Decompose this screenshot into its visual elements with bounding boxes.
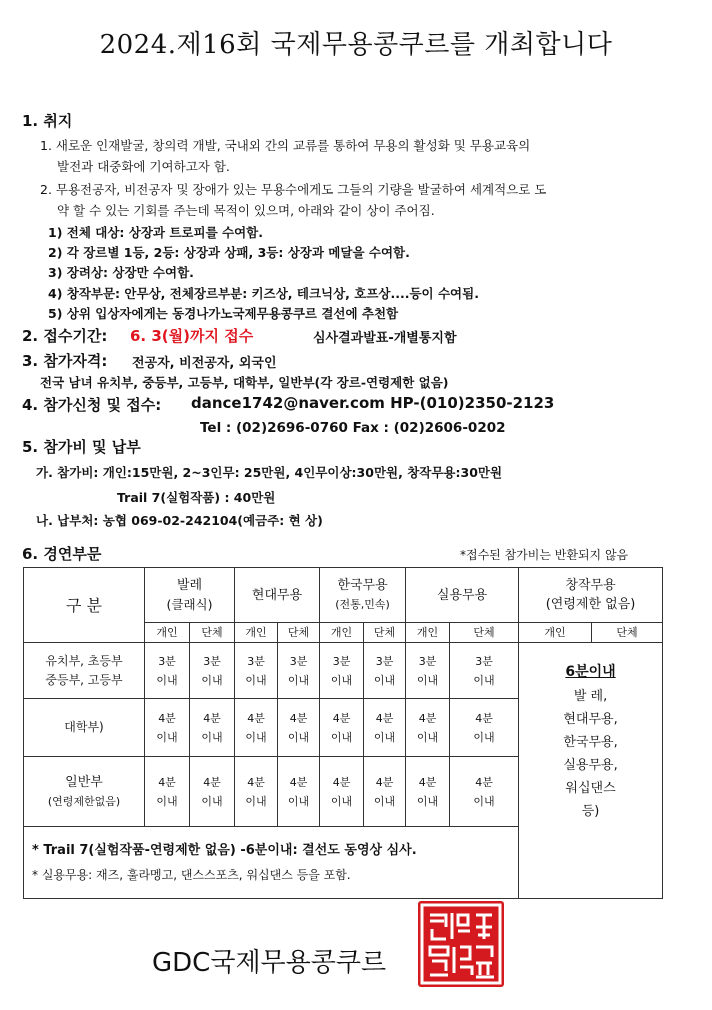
row-label: 대학부) xyxy=(24,699,145,757)
time-cell: 4분 이내 xyxy=(450,699,519,757)
time-cell: 4분 이내 xyxy=(145,757,190,827)
time-cell: 3분 이내 xyxy=(450,643,519,699)
purpose-paragraph-1a: 1. 새로운 인재발굴, 창의력 개발, 국내외 간의 교류를 통하여 무용의 활성화 및 무용교육의 xyxy=(40,138,531,153)
genre-header-creative: 창작무용 (연령제한 없음) xyxy=(519,568,663,623)
page-title: 2024.제16회 국제무용콩쿠르를 개최합니다 xyxy=(99,30,613,60)
time-cell: 3분 이내 xyxy=(190,643,235,699)
eligibility-detail: 전국 남녀 유치부, 중등부, 고등부, 대학부, 일반부(각 장르-연령제한 없음) xyxy=(40,375,449,390)
time-cell: 4분 이내 xyxy=(364,757,406,827)
time-cell: 3분 이내 xyxy=(364,643,406,699)
time-cell: 4분 이내 xyxy=(450,757,519,827)
sub-header-individual: 개인 xyxy=(406,623,450,643)
time-cell: 4분 이내 xyxy=(320,699,364,757)
time-cell: 4분 이내 xyxy=(278,699,320,757)
purpose-paragraph-2a: 2. 무용전공자, 비전공자 및 장애가 있는 무용수에게도 그들의 기량을 발굴하여 세계적으로 도 xyxy=(40,182,547,197)
genre-header-modern: 현대무용 xyxy=(235,568,320,623)
time-cell: 4분 이내 xyxy=(278,757,320,827)
section-3-heading: 3. 참가자격: xyxy=(22,352,108,370)
sub-header-individual: 개인 xyxy=(145,623,190,643)
contact-email-phone: dance1742@naver.com HP-(010)2350-2123 xyxy=(191,394,555,412)
table-notes xyxy=(24,827,519,899)
purpose-paragraph-2b: 약 할 수 있는 기회를 주는데 목적이 있으며, 아래와 같이 상이 주어짐. xyxy=(57,203,435,218)
genre-header-ballet: 발레 (클래식) xyxy=(145,568,235,623)
result-notice: 심사결과발표-개별통지함 xyxy=(313,331,457,346)
time-cell: 3분 이내 xyxy=(278,643,320,699)
eligibility: 전공자, 비전공자, 외국인 xyxy=(132,356,277,371)
time-cell: 4분 이내 xyxy=(406,699,450,757)
section-1-heading: 1. 취지 xyxy=(22,112,73,130)
time-cell: 3분 이내 xyxy=(320,643,364,699)
note-trail: * Trail 7(실험작품-연령제한 없음) -6분이내: 결선도 동영상 심사. xyxy=(32,842,417,858)
time-cell: 4분 이내 xyxy=(190,757,235,827)
sub-header-individual: 개인 xyxy=(320,623,364,643)
time-cell: 4분 이내 xyxy=(145,699,190,757)
time-cell: 3분 이내 xyxy=(145,643,190,699)
time-cell: 3분 이내 xyxy=(406,643,450,699)
time-cell: 4분 이내 xyxy=(235,699,278,757)
genre-header-practical: 실용무용 xyxy=(406,568,519,623)
competition-table xyxy=(23,567,663,899)
table-row xyxy=(24,643,663,699)
section-5-heading: 5. 참가비 및 납부 xyxy=(22,438,141,456)
genre-header-korean: 한국무용 (전통,민속) xyxy=(320,568,406,623)
purpose-paragraph-1b: 발전과 대중화에 기여하고자 함. xyxy=(57,159,230,174)
deadline: 6. 3(월)까지 접수 xyxy=(130,327,254,345)
creative-dance-cell: 6분이내 발 레, 현대무용, 한국무용, 실용무용, 워십댄스 등) xyxy=(519,643,663,899)
sub-header-group: 단체 xyxy=(278,623,320,643)
sub-header-individual: 개인 xyxy=(519,623,592,643)
section-6-heading: 6. 경연부문 xyxy=(22,545,102,563)
row-label: 유치부, 초등부 중등부, 고등부 xyxy=(24,643,145,699)
sub-header-group: 단체 xyxy=(190,623,235,643)
time-cell: 4분 이내 xyxy=(406,757,450,827)
sub-header-group: 단체 xyxy=(592,623,663,643)
organization-name: GDC국제무용콩쿠르 xyxy=(152,948,387,978)
official-seal xyxy=(418,901,504,987)
award-item: 3) 장려상: 상장만 수여함. xyxy=(48,265,194,280)
award-item: 1) 전체 대상: 상장과 트로피를 수여함. xyxy=(48,225,263,240)
refund-note: *접수된 참가비는 반환되지 않음 xyxy=(460,548,629,562)
time-cell: 4분 이내 xyxy=(235,757,278,827)
time-cell: 3분 이내 xyxy=(235,643,278,699)
sub-header-individual: 개인 xyxy=(235,623,278,643)
sub-header-group: 단체 xyxy=(450,623,519,643)
award-item: 2) 각 장르별 1등, 2등: 상장과 상패, 3등: 상장과 메달을 수여함. xyxy=(48,245,410,260)
award-item: 5) 상위 입상자에게는 동경나가노국제무용콩쿠르 결선에 추천함 xyxy=(48,306,399,321)
time-cell: 4분 이내 xyxy=(320,757,364,827)
trail-fee: Trail 7(실험작품) : 40만원 xyxy=(117,490,276,505)
time-cell: 4분 이내 xyxy=(364,699,406,757)
sub-header-group: 단체 xyxy=(364,623,406,643)
division-header: 구 분 xyxy=(24,568,145,643)
note-practical: * 실용무용: 재즈, 훌라멩고, 댄스스포츠, 워십댄스 등을 포함. xyxy=(32,867,351,882)
fee-line: 가. 참가비: 개인:15만원, 2~3인무: 25만원, 4인무이상:30만원, 창작무용:30만원 xyxy=(36,465,503,480)
time-cell: 4분 이내 xyxy=(190,699,235,757)
contact-tel-fax: Tel : (02)2696-0760 Fax : (02)2606-0202 xyxy=(200,420,506,436)
award-item: 4) 창작부문: 안무상, 전체장르부분: 키즈상, 테크닉상, 호프상....등이 수여됨. xyxy=(48,286,479,301)
payment-account: 나. 납부처: 농협 069-02-242104(예금주: 현 상) xyxy=(36,513,323,528)
section-2-heading: 2. 접수기간: xyxy=(22,327,108,345)
section-4-heading: 4. 참가신청 및 접수: xyxy=(22,396,162,414)
row-label: 일반부 (연령제한없음) xyxy=(24,757,145,827)
